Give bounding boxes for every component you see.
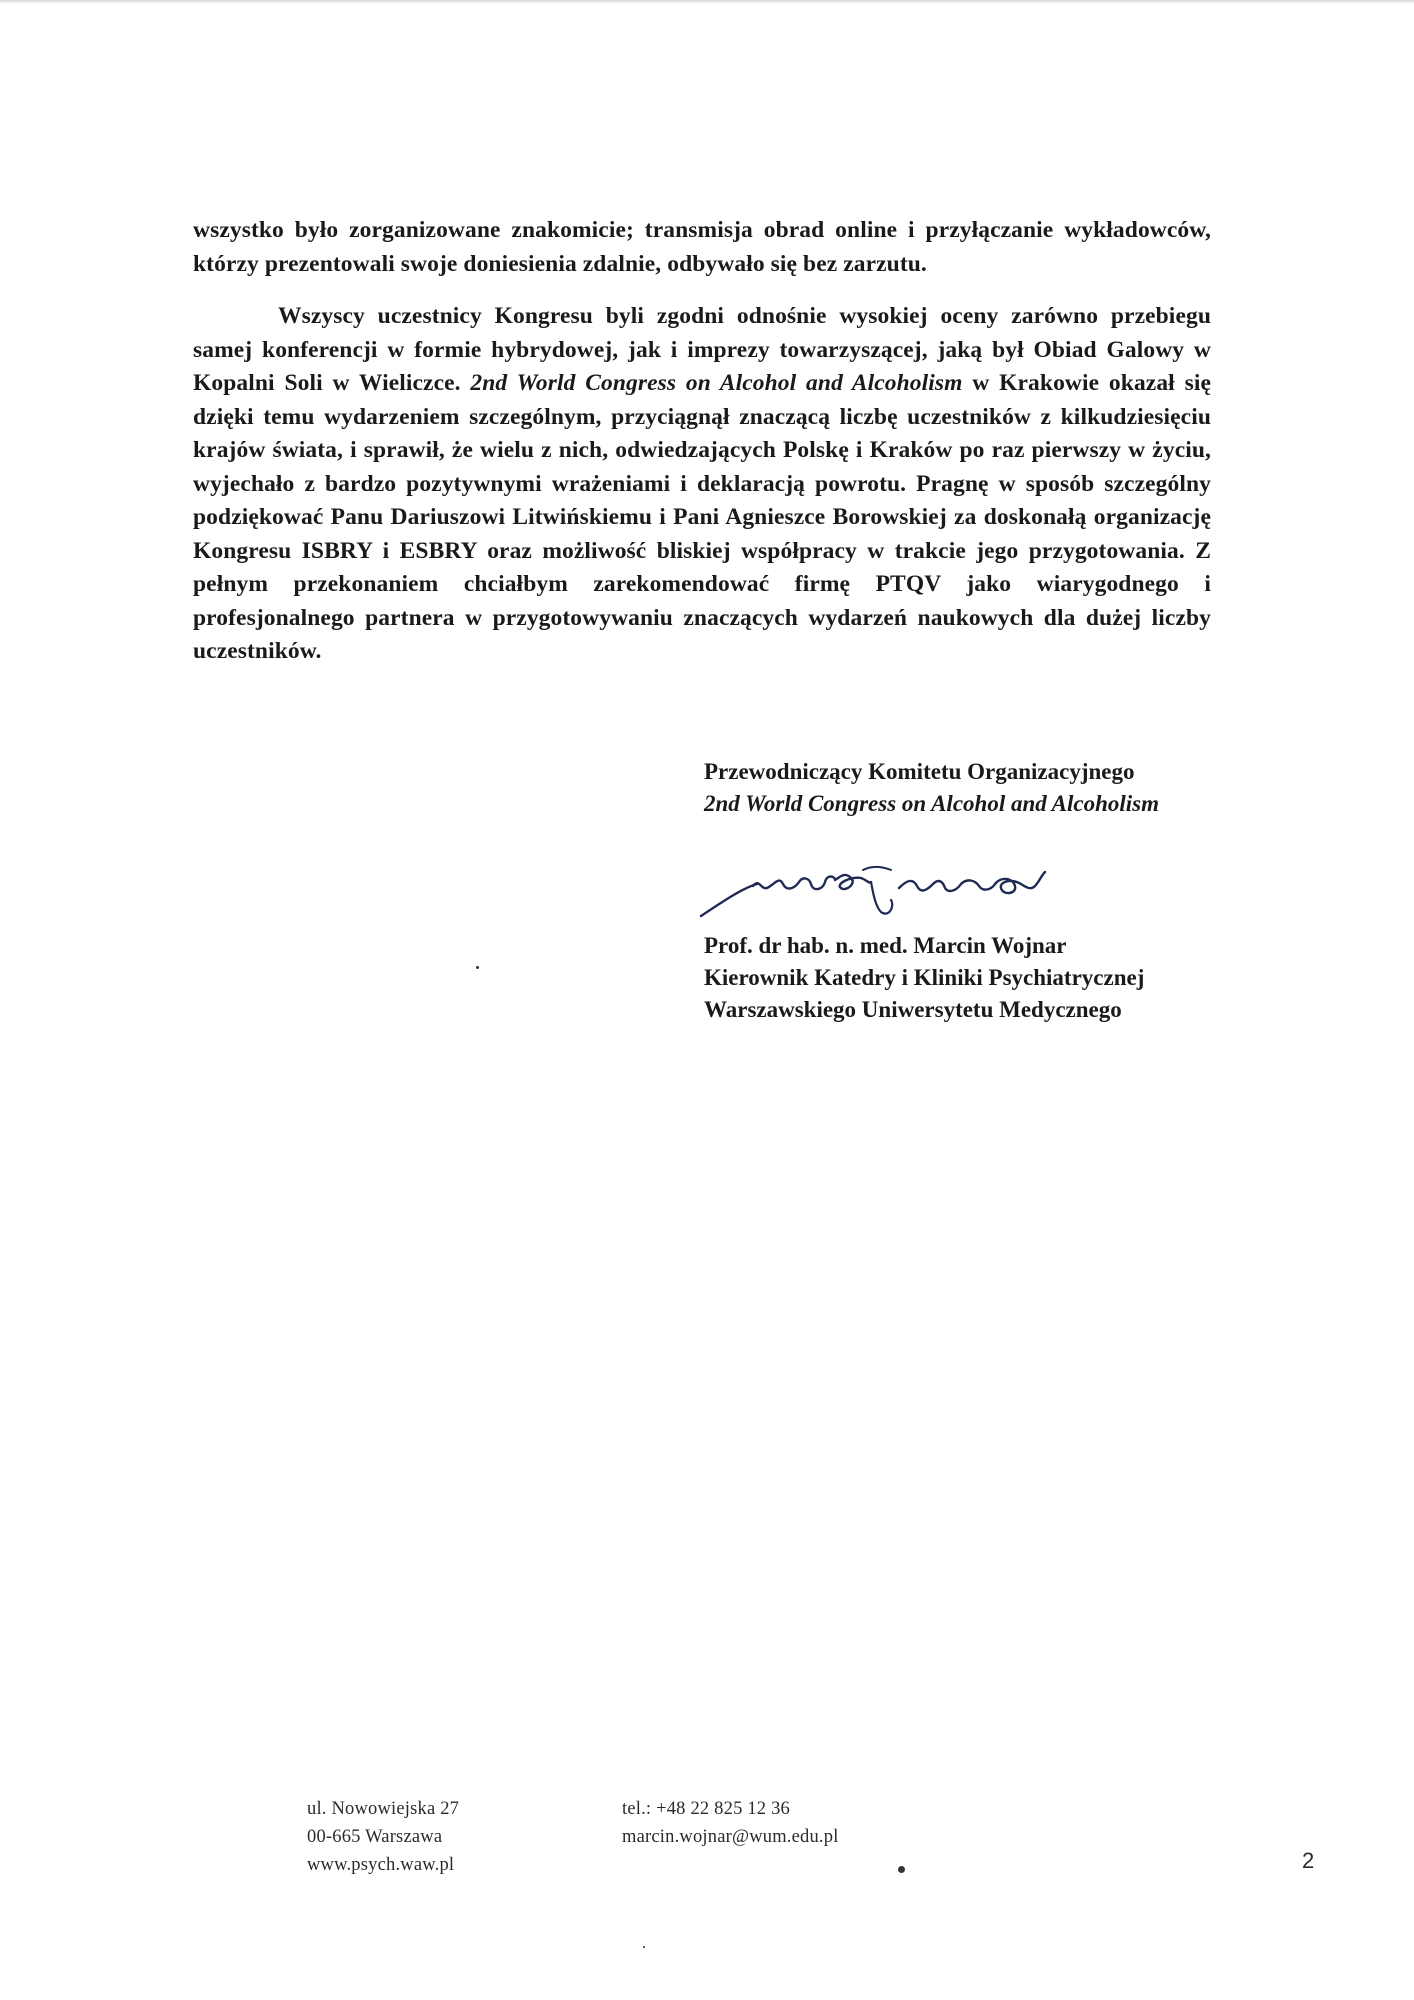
paragraph-2-rest: w Krakowie okazał się dzięki temu wydarzeniem szczególnym, przyciągnął znaczącą liczbę uczestników z kilkudziesięciu krajów świata, i sprawił, że wielu z nich, odwiedzających Polskę i Kraków po raz pierwszy w życiu, wyjechało z bardzo pozytywnymi wrażeniami i deklaracją powrotu. Pragnę w sposób szczególny podziękować Panu Dariuszowi Litwińskiemu i Pani Agnieszce Borowskiej za doskonałą organizację Kongresu ISBRY i ESBRY oraz możliwość bliskiej współpracy w trakcie jego przygotowania. Z pełnym przekonaniem chciałbym zarekomendować firmę PTQV jako wiarygodnego i profesjonalnego partnera w przygotowywaniu znaczących wydarzeń naukowych dla dużej liczby uczestników. — [193, 370, 1211, 664]
scan-speck — [898, 1866, 905, 1873]
paragraph-2-intro: Wszyscy uczestnicy Kongresu byli zgodni odnośnie wysokiej oceny zarówno przebiegu samej konferencji w formie hybrydowej, jak i imprezy towarzyszącej, jaką był Obiad Galowy w Kopalni Soli w Wieliczce. — [193, 303, 1211, 396]
scan-edge — [0, 0, 1414, 4]
scan-speck — [643, 1946, 645, 1948]
signer-name: Prof. dr hab. n. med. Marcin Wojnar — [704, 933, 1067, 958]
paragraph-1: wszystko było zorganizowane znakomicie; transmisja obrad online i przyłączanie wykładowców, którzy prezentowali swoje doniesienia zdalnie, odbywało się bez zarzutu. — [193, 217, 1211, 277]
footer-website: www.psych.waw.pl — [307, 1855, 455, 1875]
footer-email: marcin.wojnar@wum.edu.pl — [622, 1827, 839, 1847]
footer-street: ul. Nowowiejska 27 — [307, 1799, 460, 1819]
handwritten-signature — [695, 848, 1115, 928]
congress-name-italic: 2nd World Congress on Alcohol and Alcoholism — [470, 370, 963, 396]
signer-institution: Warszawskiego Uniwersytetu Medycznego — [704, 997, 1122, 1022]
committee-role: Przewodniczący Komitetu Organizacyjnego — [704, 759, 1135, 784]
signer-details — [704, 930, 1224, 1026]
paragraph-2 — [193, 300, 1211, 669]
footer-city: 00-665 Warszawa — [307, 1827, 443, 1847]
signature-heading — [704, 756, 1224, 820]
footer-phone: tel.: +48 22 825 12 36 — [622, 1799, 790, 1819]
page-number: 2 — [1302, 1848, 1315, 1873]
signer-position: Kierownik Katedry i Kliniki Psychiatrycznej — [704, 965, 1145, 990]
congress-title: 2nd World Congress on Alcohol and Alcoholism — [704, 791, 1160, 816]
footer-contact — [622, 1795, 839, 1851]
letter-body — [193, 214, 1211, 669]
footer-address — [307, 1795, 459, 1879]
scan-speck — [476, 966, 479, 969]
